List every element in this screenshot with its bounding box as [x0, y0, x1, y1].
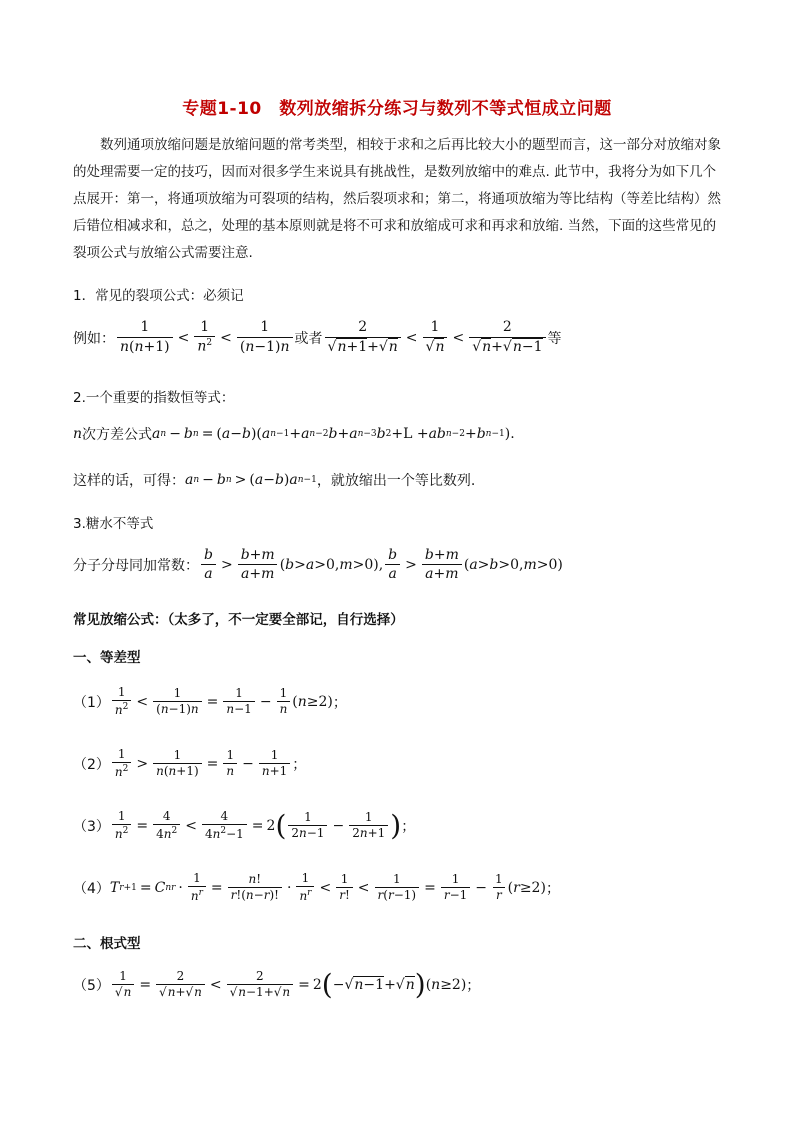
fraction: $\frac{2}{√n+1+√n}$	[325, 320, 401, 354]
power-difference-formula: n 次方差公式 a n − b n = ( a − b )( a n−1 + a n−2 b + a n−3 b 2 +L + ab n−2 + b n−1 ).	[73, 426, 515, 443]
fraction: $\frac{n!}{r!(n-r)!}$	[228, 873, 282, 903]
nth-power-prefix: 次方差公式	[82, 427, 153, 443]
fraction: $\frac{b}{a}$	[201, 548, 216, 582]
fraction: $\frac{1}{√n}$	[112, 970, 134, 1000]
formula-5: （5） $\frac{1}{√n}$ = $\frac{2}{√n+√n}$ < $\frac{2}{√n-1+√n}$ = 2 ( −√ n−1 +√ n ) ( n ≥2) ；	[73, 967, 481, 1001]
sugar-inequality: 分子分母同加常数： $\frac{b}{a}$ > $\frac{b+m}{a+m}$ ( b > a >0, m >0), $\frac{b}{a}$ > $\frac{b+m}{a+m}$ ( a > b >0, m >0)	[73, 547, 563, 583]
formula-4-label: （4）	[73, 880, 110, 897]
common-formulas-heading: 常见放缩公式：（太多了，不一定要全部记，自行选择）	[73, 612, 404, 628]
semicolon: ；	[545, 880, 560, 897]
fraction: $\frac{4}{4n^2-1}$	[202, 810, 247, 842]
fraction: $\frac{2}{√n+√n}$	[156, 970, 205, 1000]
fraction: $\frac{1}{(n-1)n}$	[237, 320, 293, 354]
formula-2: （2） $\frac{1}{n^2}$ > $\frac{1}{n(n+1)}$ = $\frac{1}{n}$ − $\frac{1}{n+1}$ ；	[73, 747, 307, 780]
section-3-heading: 3.糖水不等式	[73, 516, 154, 532]
fraction: $\frac{1}{n^2}$	[112, 810, 131, 842]
formula-3: （3） $\frac{1}{n^2}$ = $\frac{4}{4n^2}$ < $\frac{4}{4n^2-1}$ = 2 ( $\frac{1}{2n-1}$ − $\frac{1}{2n+1}$ ) ；	[73, 808, 416, 842]
fraction: $\frac{1}{r!}$	[336, 873, 353, 903]
fraction: $\frac{1}{n+1}$	[259, 749, 290, 779]
example-formula: 例如： $\frac{1}{n(n+1)}$ < $\frac{1}{n^2}$ < $\frac{1}{(n-1)n}$ 或者 $\frac{2}{√n+1+√n}$ < $\frac{1}{√n}$ < $\frac{2}{√n+√n-1}$ 等	[73, 319, 562, 356]
formula-2-label: （2）	[73, 756, 110, 773]
result-prefix: 这样的话，可得：	[73, 473, 185, 489]
section-1-heading: 1．常见的裂项公式：必须记	[73, 288, 244, 304]
formula-1: （1） $\frac{1}{n^2}$ < $\frac{1}{(n-1)n}$ = $\frac{1}{n-1}$ − $\frac{1}{n}$ ( n ≥2) ；	[73, 685, 347, 718]
fraction: $\frac{b+m}{a+m}$	[422, 548, 462, 582]
fraction: $\frac{b}{a}$	[385, 548, 400, 582]
result-suffix: ，就放缩出一个等比数列.	[316, 473, 476, 489]
sugar-prefix: 分子分母同加常数：	[73, 558, 199, 575]
fraction: $\frac{1}{2n-1}$	[288, 811, 327, 841]
formula-1-label: （1）	[73, 694, 110, 711]
fraction: $\frac{1}{r-1}$	[441, 873, 470, 903]
fraction: $\frac{1}{2n+1}$	[349, 811, 388, 841]
fraction: $\frac{1}{√n}$	[423, 320, 448, 354]
example-or: 或者	[294, 330, 323, 347]
part-1-heading: 一、等差型	[73, 650, 141, 666]
fraction: $\frac{1}{n(n+1)}$	[153, 749, 202, 779]
fraction: $\frac{1}{r(r-1)}$	[375, 873, 420, 903]
fraction: $\frac{2}{√n+√n-1}$	[469, 320, 545, 354]
fraction: $\frac{1}{n}$	[223, 749, 237, 779]
fraction: $\frac{1}{n^2}$	[112, 686, 131, 718]
fraction: $\frac{b+m}{a+m}$	[238, 548, 278, 582]
fraction: $\frac{1}{n(n+1)}$	[117, 320, 173, 354]
fraction: $\frac{1}{n}$	[277, 687, 291, 717]
fraction: $\frac{1}{n^2}$	[194, 320, 215, 355]
example-suffix: 等	[547, 330, 562, 347]
fraction: $\frac{2}{√n-1+√n}$	[227, 970, 294, 1000]
fraction: $\frac{1}{r}$	[492, 873, 506, 903]
geometric-result: 这样的话，可得： a n − b n > ( a − b ) a n−1 ，就放缩出一个等比数列.	[73, 472, 476, 489]
document-title: 专题1-10 数列放缩拆分练习与数列不等式恒成立问题	[182, 99, 612, 119]
part-2-heading: 二、根式型	[73, 936, 141, 952]
fraction: $\frac{1}{(n-1)n}$	[153, 687, 202, 717]
example-prefix: 例如：	[73, 330, 115, 347]
semicolon: ；	[332, 694, 347, 711]
semicolon: ；	[466, 977, 481, 994]
fraction: $\frac{1}{n^r}$	[296, 872, 314, 904]
section-2-heading: 2.一个重要的指数恒等式：	[73, 390, 235, 406]
intro-paragraph: 数列通项放缩问题是放缩问题的常考类型，相较于求和之后再比较大小的题型而言，这一部分对放缩对象的处理需要一定的技巧，因而对很多学生来说具有挑战性，是数列放缩中的难点. 此节中，我将分为如下几个点展开：第一，将通项放缩为可裂项的结构，然后裂项求和；第二，将通项放缩为等比结构（等差比结构）然后错位相减求和，总之，处理的基本原则就是将不可求和放缩成可求和再求和放缩. 当然，下面的这些常见的裂项公式与放缩公式需要注意.	[73, 137, 721, 261]
formula-4: （4） T r+1 = C n r · $\frac{1}{n^r}$ = $\frac{n!}{r!(n-r)!}$ · $\frac{1}{n^r}$ < $\frac{1}{r!}$ < $\frac{1}{r(r-1)}$ = $\frac{1}{r-1}$ − $\frac{1}{r}$ ( r ≥2) ；	[73, 871, 560, 904]
formula-3-label: （3）	[73, 818, 110, 835]
fraction: $\frac{1}{n-1}$	[223, 687, 254, 717]
fraction: $\frac{1}{n^r}$	[188, 872, 206, 904]
fraction: $\frac{4}{4n^2}$	[153, 810, 180, 842]
semicolon: ；	[401, 818, 416, 835]
fraction: $\frac{1}{n^2}$	[112, 748, 131, 780]
formula-5-label: （5）	[73, 977, 110, 994]
semicolon: ；	[292, 756, 307, 773]
